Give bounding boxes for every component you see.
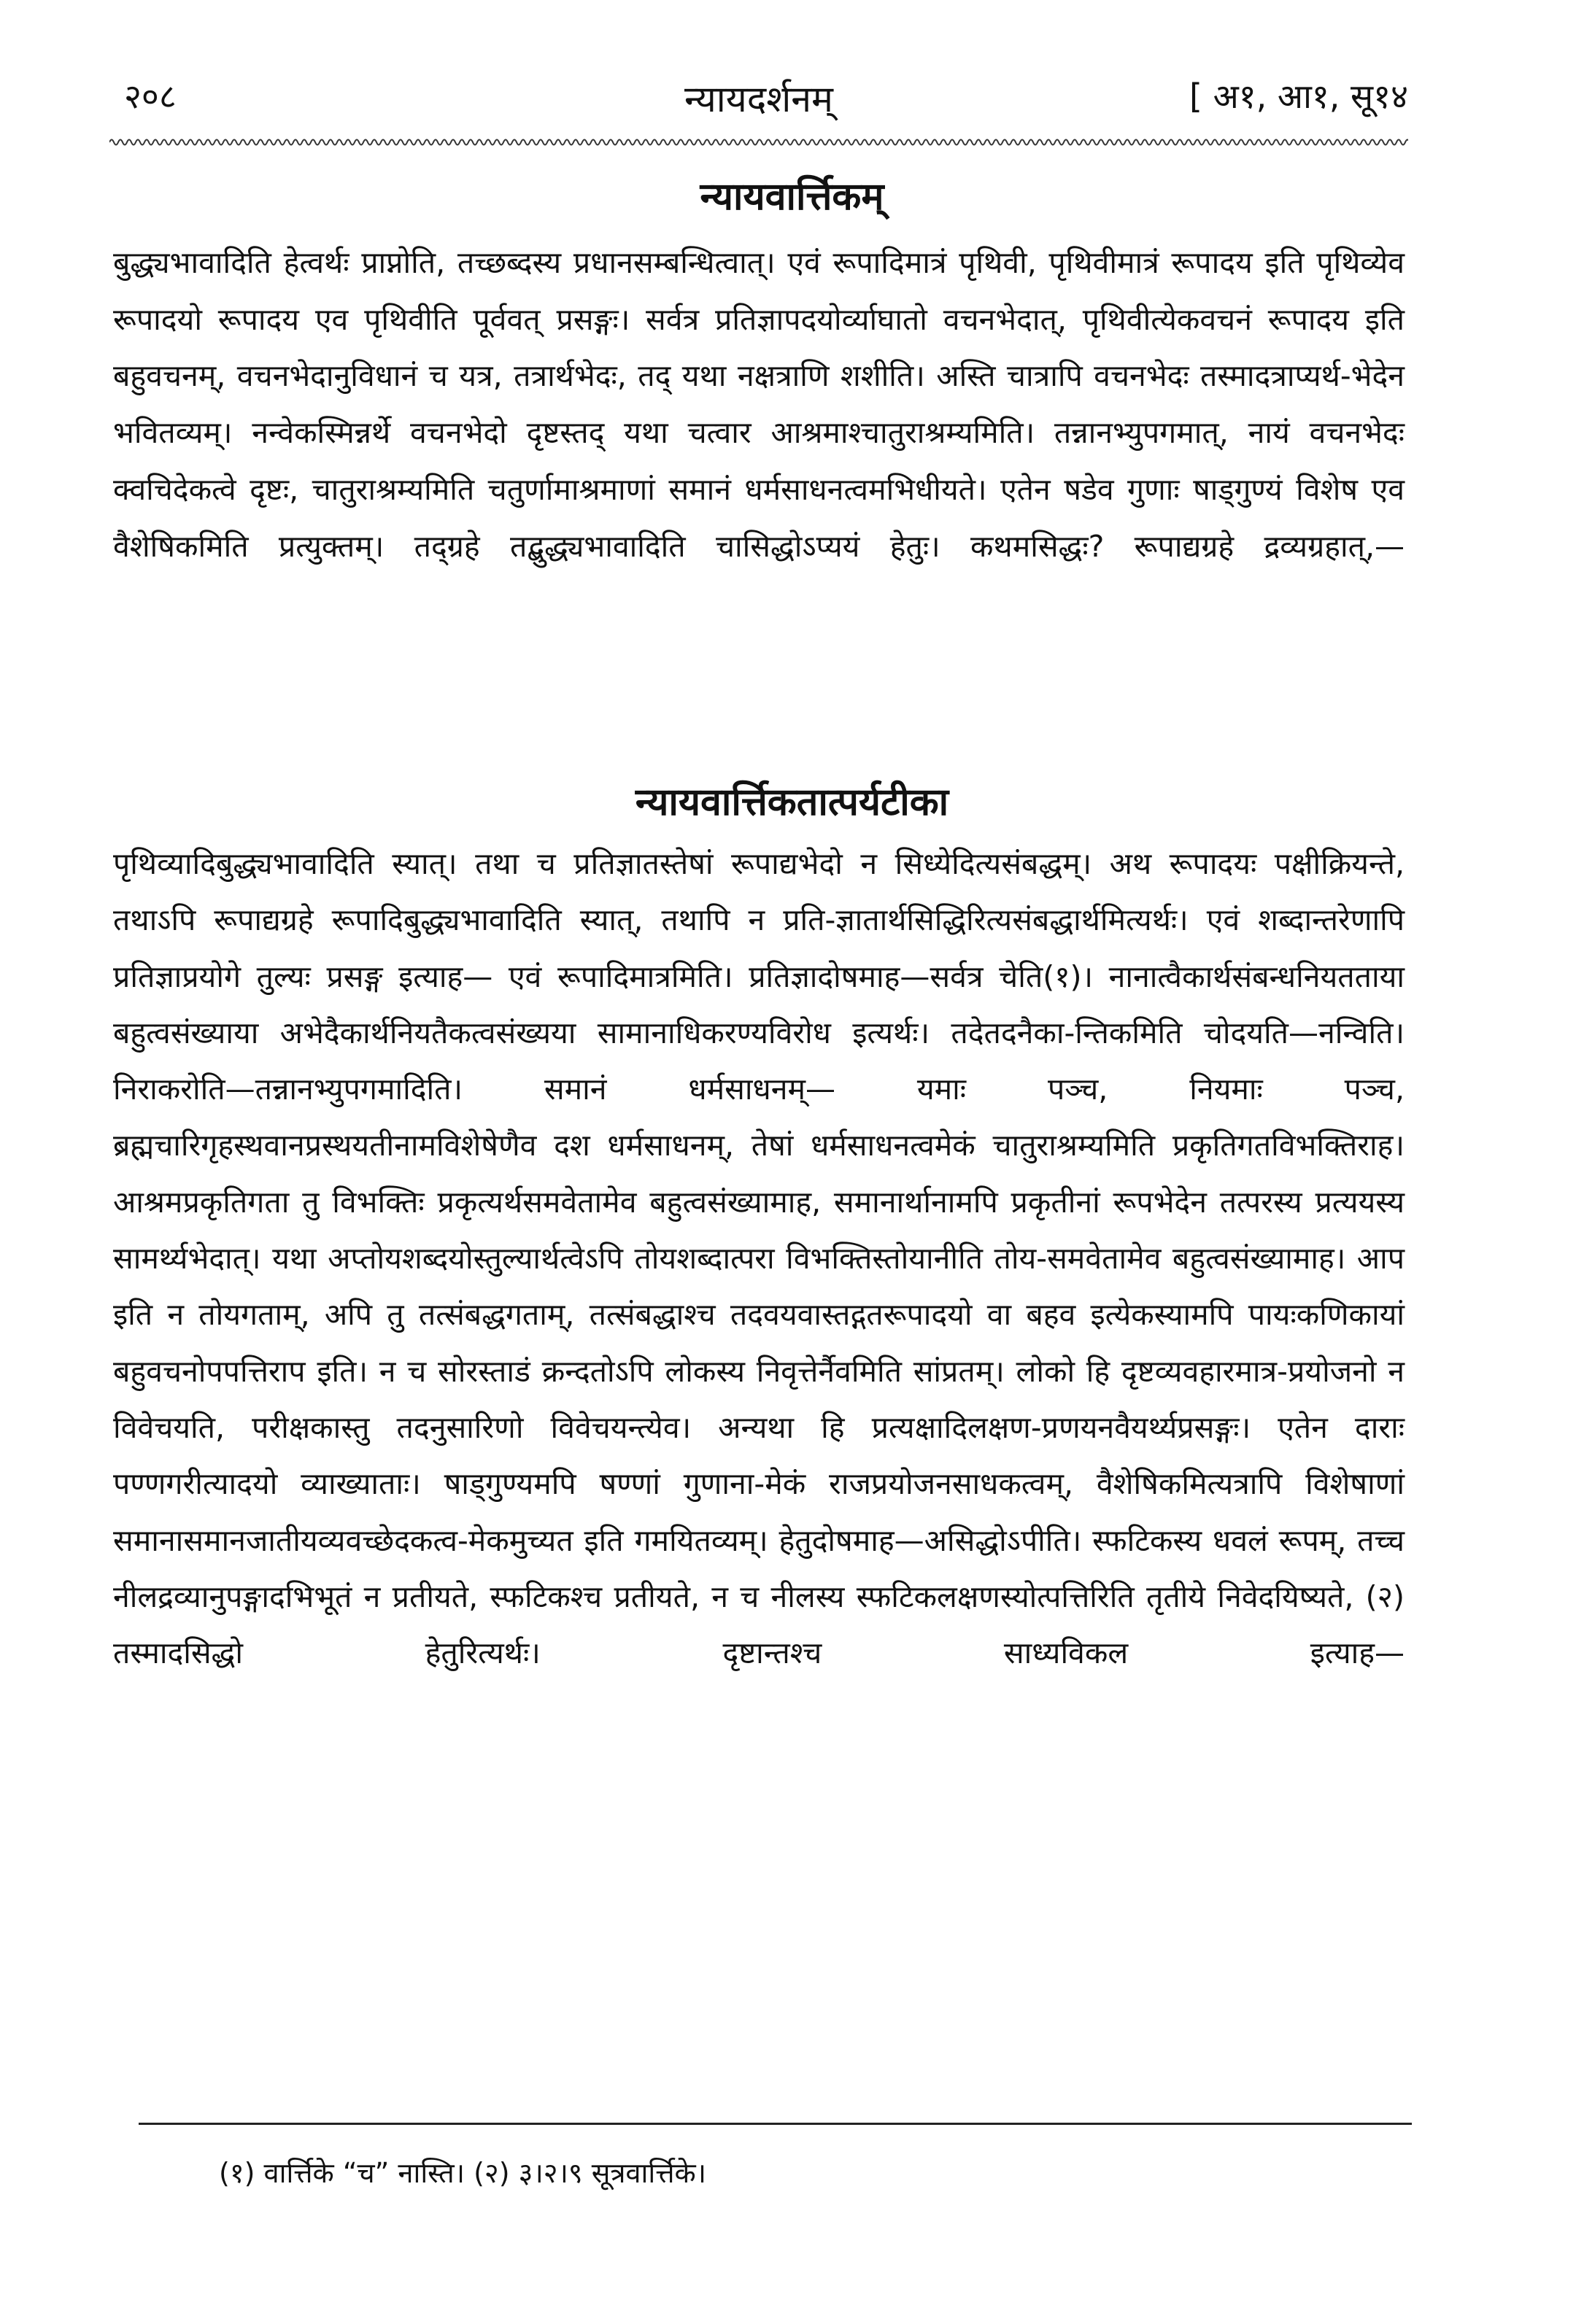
wavy-header-rule: [109, 135, 1408, 150]
vartika-text: बुद्ध्यभावादिति हेत्वर्थः प्राप्नोति, तच्छब्दस्य प्रधानसम्बन्धित्वात्। एवं रूपादिमात्रं पृथिवी, पृथिवीमात्रं रूपादय इति पृथिव्येव रूपादयो रूपादय एव पृथिवीति पूर्ववत् प्रसङ्गः। सर्वत्र प्रतिज्ञापदयोर्व्याघातो वचनभेदात्, पृथिवीत्येकवचनं रूपादय इति बहुवचनम्, वचनभेदानुविधानं च यत्र, तत्रार्थभेदः, तद् यथा नक्षत्राणि शशीति। अस्ति चात्रापि वचनभेदः तस्मादत्राप्यर्थ-भेदेन भवितव्यम्। नन्वेकस्मिन्नर्थे वचनभेदो दृष्टस्तद् यथा चत्वार आश्रमाश्चातुराश्रम्यमिति। तन्नानभ्युपगमात्, नायं वचनभेदः क्वचिदेकत्वे दृष्टः, चातुराश्रम्यमिति चतुर्णामाश्रमाणां समानं धर्मसाधनत्वमभिधीयते। एतेन षडेव गुणाः षाड्गुण्यं विशेष एव वैशेषिकमिति प्रत्युक्तम्। तद्ग्रहे तद्बुद्ध्यभावादिति चासिद्धोऽप्ययं हेतुः। कथमसिद्धः? रूपाद्यग्रहे द्रव्यग्रहात्,—: [113, 245, 1405, 564]
tika-text: पृथिव्यादिबुद्ध्यभावादिति स्यात्। तथा च प्रतिज्ञातस्तेषां रूपाद्यभेदो न सिध्येदित्यसंबद्धम्। अथ रूपादयः पक्षीक्रियन्ते, तथाऽपि रूपाद्यग्रहे रूपादिबुद्ध्यभावादिति स्यात्, तथापि न प्रति-ज्ञातार्थसिद्धिरित्यसंबद्धार्थमित्यर्थः। एवं शब्दान्तरेणापि प्रतिज्ञाप्रयोगे तुल्यः प्रसङ्ग इत्याह— एवं रूपादिमात्रमिति। प्रतिज्ञादोषमाह—सर्वत्र चेति(१)। नानात्वैकार्थसंबन्धनियतताया बहुत्वसंख्याया अभेदैकार्थनियतैकत्वसंख्यया सामानाधिकरण्यविरोध इत्यर्थः। तदेतदनैका-न्तिकमिति चोदयति—नन्विति। निराकरोति—तन्नानभ्युपगमादिति। समानं धर्मसाधनम्— यमाः पञ्च, नियमाः पञ्च, ब्रह्मचारिगृहस्थवानप्रस्थयतीनामविशेषेणैव दश धर्मसाधनम्, तेषां धर्मसाधनत्वमेकं चातुराश्रम्यमिति प्रकृतिगतविभक्तिराह। आश्रमप्रकृतिगता तु विभक्तिः प्रकृत्यर्थसमवेतामेव बहुत्वसंख्यामाह, समानार्थानामपि प्रकृतीनां रूपभेदेन तत्परस्य प्रत्ययस्य सामर्थ्यभेदात्। यथा अप्तोयशब्दयोस्तुल्यार्थत्वेऽपि तोयशब्दात्परा विभक्तिस्तोयानीति तोय-समवेतामेव बहुत्वसंख्यामाह। आप इति न तोयगताम्, अपि तु तत्संबद्धगताम्, तत्संबद्धाश्च तदवयवास्तद्गतरूपादयो वा बहव इत्येकस्यामपि पायःकणिकायां बहुवचनोपपत्तिराप इति। न च सोरस्ताडं क्रन्दतोऽपि लोकस्य निवृत्तेर्नैवमिति सांप्रतम्। लोको हि दृष्टव्यवहारमात्र-प्रयोजनो न विवेचयति, परीक्षकास्तु तदनुसारिणो विवेचयन्त्येव। अन्यथा हि प्रत्यक्षादिलक्षण-प्रणयनवैयर्थ्यप्रसङ्गः। एतेन दाराः पण्णगरीत्यादयो व्याख्याताः। षाड्गुण्यमपि षण्णां गुणाना-मेकं राजप्रयोजनसाधकत्वम्, वैशेषिकमित्यत्रापि विशेषाणां समानासमानजातीयव्यवच्छेदकत्व-मेकमुच्यत इति गमयितव्यम्। हेतुदोषमाह—असिद्धोऽपीति। स्फटिकस्य धवलं रूपम्, तच्च नीलद्रव्यानुपङ्गादभिभूतं न प्रतीयते, स्फटिकश्च प्रतीयते, न च नीलस्य स्फटिकलक्षणस्योत्पत्तिरिति तृतीये निवेदयिष्यते, (२) तस्मादसिद्धो हेतुरित्यर्थः। दृष्टान्तश्च साध्यविकल इत्याह—: [113, 846, 1405, 1671]
book-title: न्यायदर्शनम्: [684, 78, 833, 120]
section-heading-tika: न्यायवार्त्तिकतात्पर्यटीका: [635, 781, 949, 824]
page-number: २०८: [124, 77, 177, 116]
section-heading-vartika: न्यायवार्त्तिकम्: [700, 175, 884, 219]
section-reference: [ अ१, आ१, सू१४: [1189, 77, 1408, 116]
footnotes: (१) वार्त्तिके “च” नास्ति। (२) ३।२।९ सूत्रवार्त्तिके।: [219, 2157, 707, 2189]
running-header: [109, 73, 1408, 131]
footnote-rule: [139, 2123, 1412, 2125]
